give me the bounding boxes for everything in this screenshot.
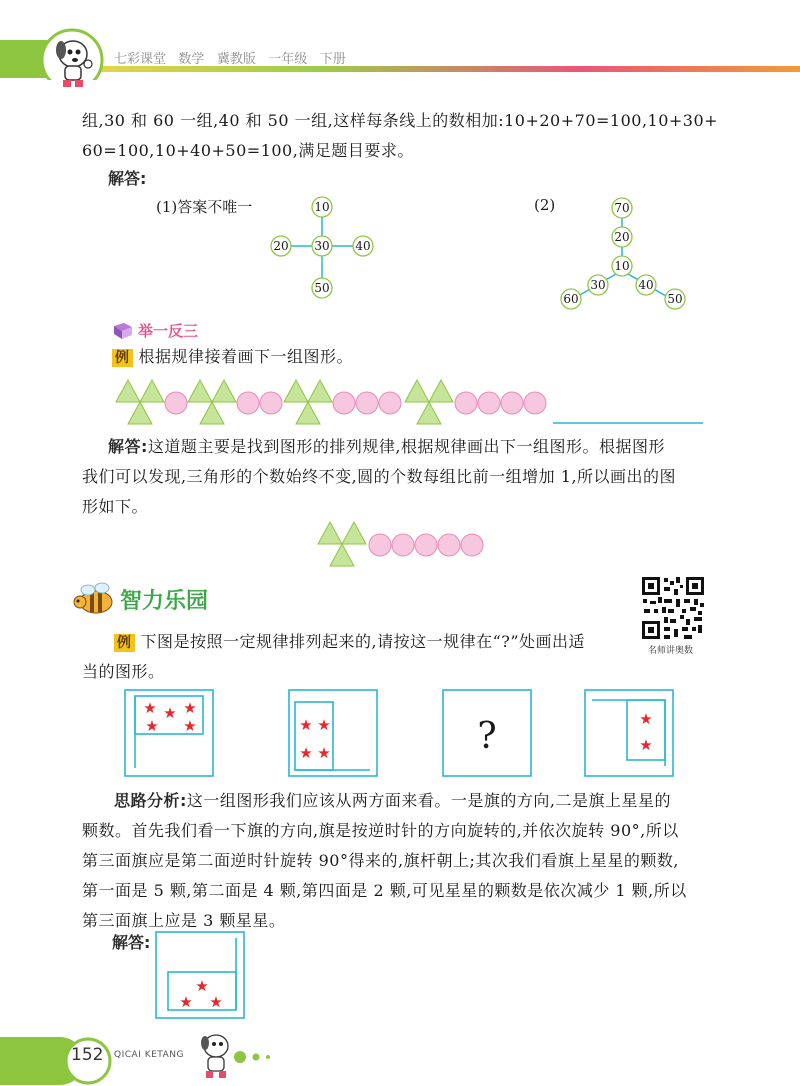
- flag-sequence: [0, 680, 800, 780]
- footer-mascot-icon: [196, 1030, 236, 1082]
- header-volume: 下册: [319, 52, 346, 67]
- pattern-sequence: [0, 370, 800, 430]
- analysis-zlly: [82, 786, 732, 936]
- svg-text:★: ★: [209, 993, 223, 1011]
- intro-line-1: 组,30 和 60 一组,40 和 50 一组,这样每条线上的数相加:10+20+70=100,10+30+: [82, 111, 719, 130]
- answer-jyfs-line-1: 这道题主要是找到图形的排列规律,根据规律画出下一组图形。根据图形: [147, 437, 665, 456]
- svg-text:★: ★: [299, 744, 313, 762]
- svg-text:★: ★: [317, 744, 331, 762]
- svg-text:★: ★: [179, 993, 193, 1011]
- book-icon: [112, 322, 134, 340]
- cross-top-value: 10: [314, 200, 330, 214]
- cross-lines: [290, 216, 666, 296]
- number-diagrams: [0, 0, 800, 330]
- answer-flag: [150, 928, 250, 1020]
- svg-text:★: ★: [145, 717, 159, 735]
- svg-text:★: ★: [163, 704, 177, 722]
- header-grade: 一年级: [268, 52, 308, 67]
- tri-right2-value: 50: [667, 292, 683, 306]
- tri-center-value: 10: [614, 259, 630, 273]
- part1-caption: (1)答案不唯一: [156, 198, 253, 216]
- star-group: [143, 699, 652, 762]
- answer-jyfs: [82, 432, 732, 522]
- answer-jyfs-line-3: 形如下。: [82, 497, 149, 516]
- qr-code-icon[interactable]: [640, 575, 706, 641]
- tri-up1-value: 20: [614, 230, 630, 244]
- svg-text:★: ★: [299, 716, 313, 734]
- answer-label-jyfs: 解答:: [108, 437, 148, 456]
- analysis-line-5: 第三面旗上应是 3 颗星星。: [82, 911, 286, 930]
- svg-text:★: ★: [639, 710, 653, 728]
- svg-text:★: ★: [143, 699, 157, 717]
- tri-left1-value: 30: [590, 278, 606, 292]
- question-mark: ?: [477, 716, 497, 757]
- page-number: 152: [71, 1045, 104, 1065]
- example-jyfs: [112, 342, 353, 372]
- analysis-line-3: 第三面旗应是第二面逆时针旋转 90°得来的,旗杆朝上;其次我们看旗上星星的颗数,: [82, 851, 680, 870]
- answer-pattern: [300, 518, 500, 568]
- example-text: 根据规律接着画下一组图形。: [138, 347, 354, 366]
- footer-brand: QICAI KETANG: [114, 1050, 184, 1060]
- analysis-line-2: 颗数。首先我们看一下旗的方向,旗是按逆时针的方向旋转的,并依次旋转 90°,所以: [82, 821, 679, 840]
- flag-box-4: [585, 690, 673, 776]
- cross-right-value: 40: [355, 239, 371, 253]
- answer-label-1: 解答:: [108, 169, 147, 188]
- bee-icon: [72, 582, 116, 616]
- answer-label-zlly: 解答:: [112, 933, 151, 952]
- header-edition: 冀教版: [216, 52, 256, 67]
- analysis-line-4: 第一面是 5 颗,第二面是 4 颗,第四面是 2 颗,可见星星的颗数是依次减少 1 颗,所以: [82, 881, 687, 900]
- svg-text:★: ★: [639, 736, 653, 754]
- example-zlly: [82, 627, 642, 687]
- svg-text:★: ★: [195, 977, 209, 995]
- cross-left-value: 20: [273, 239, 289, 253]
- tri-up2-value: 70: [614, 201, 630, 215]
- example-zlly-line-2: 当的图形。: [82, 662, 165, 681]
- svg-text:★: ★: [317, 716, 331, 734]
- part2-caption: (2): [534, 196, 556, 214]
- example-tag: 例: [112, 349, 133, 367]
- intro-line-2: 60=100,10+40+50=100,满足题目要求。: [82, 141, 414, 160]
- answer-jyfs-line-2: 我们可以发现,三角形的个数始终不变,圆的个数每组比前一组增加 1,所以画出的图: [82, 467, 677, 486]
- header-subject: 数学: [178, 52, 205, 67]
- cross-bottom-value: 50: [314, 281, 330, 295]
- tri-right1-value: 40: [638, 278, 654, 292]
- analysis-line-1: 这一组图形我们应该从两方面来看。一是旗的方向,二是旗上星星的: [186, 791, 671, 810]
- section-title-zlly: 智力乐园: [120, 589, 209, 614]
- cross-center-value: 30: [314, 239, 330, 253]
- section-title-jyfs: 举一反三: [138, 322, 199, 340]
- header-series: 七彩课堂: [114, 52, 167, 67]
- example-zlly-line-1: 下图是按照一定规律排列起来的,请按这一规律在“?”处画出适: [140, 632, 586, 651]
- flag-box-1: [125, 690, 213, 776]
- svg-text:★: ★: [183, 699, 197, 717]
- example-tag-zlly: 例: [114, 634, 135, 652]
- tri-left2-value: 60: [563, 292, 579, 306]
- analysis-label: 思路分析:: [114, 791, 187, 810]
- svg-text:★: ★: [183, 717, 197, 735]
- qr-caption: 名师讲奥数: [648, 646, 694, 656]
